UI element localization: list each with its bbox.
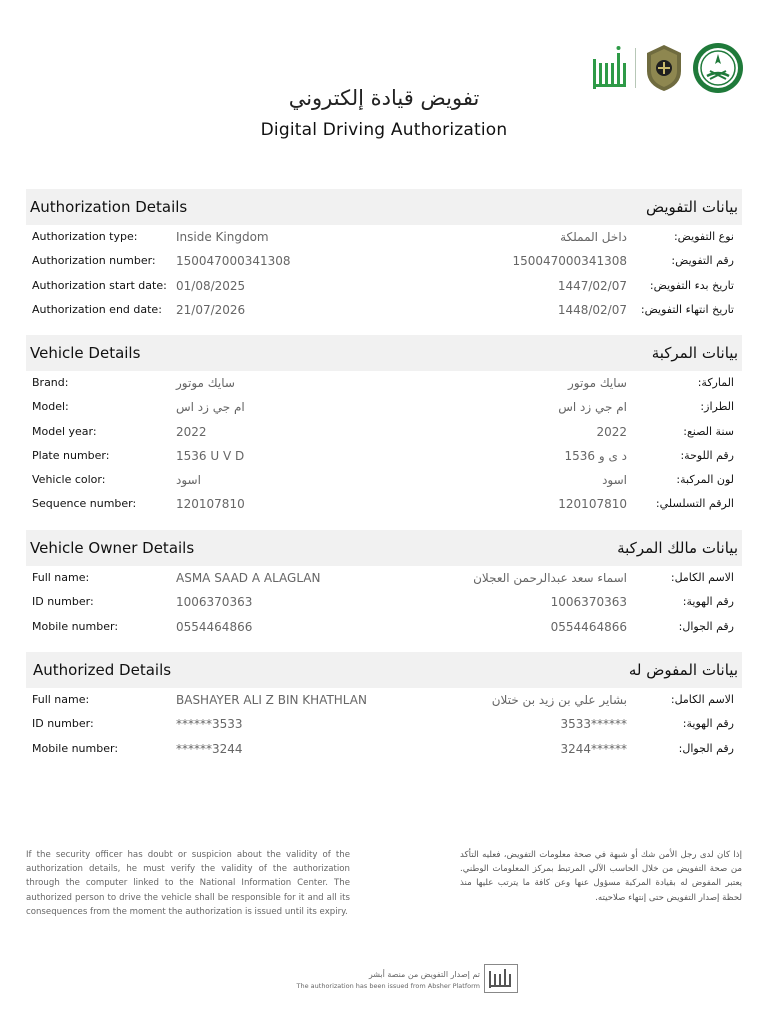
label-arabic: تاريخ انتهاء التفويض: — [640, 302, 734, 316]
value-english: 21/07/2026 — [176, 302, 246, 317]
label-english: ID number: — [32, 595, 94, 609]
section-title-en: Authorization Details — [30, 198, 188, 216]
detail-row — [26, 249, 742, 273]
label-arabic: رقم الهوية: — [682, 595, 734, 609]
label-english: Sequence number: — [32, 497, 137, 511]
label-arabic: سنة الصنع: — [683, 424, 734, 438]
detail-row — [26, 615, 742, 639]
value-arabic: سايك موتور — [568, 376, 627, 390]
value-english: اسود — [176, 473, 201, 488]
value-arabic: ******3533 — [560, 717, 627, 732]
detail-row — [26, 492, 742, 516]
label-english: Full name: — [32, 693, 90, 706]
title-arabic: تفويض قيادة إلكتروني — [288, 86, 480, 110]
detail-row — [26, 566, 742, 590]
section-title-en: Authorized Details — [33, 661, 172, 679]
section-rows — [26, 688, 742, 761]
value-english: ******3244 — [176, 741, 243, 756]
value-arabic: ام جي زد اس — [558, 400, 627, 415]
label-english: Model year: — [32, 424, 97, 438]
section-title-en: Vehicle Details — [30, 344, 141, 362]
label-arabic: تاريخ بدء التفويض: — [649, 278, 734, 292]
label-english: Authorization type: — [32, 230, 138, 243]
label-arabic: رقم الجوال: — [678, 619, 734, 633]
value-arabic: 1006370363 — [550, 595, 627, 610]
section-title-en: Vehicle Owner Details — [30, 539, 195, 557]
value-english: BASHAYER ALI Z BIN KHATHLAN — [176, 693, 367, 707]
label-english: Plate number: — [32, 448, 110, 462]
label-arabic: الاسم الكامل: — [670, 571, 734, 584]
value-arabic: اسماء سعد عبدالرحمن العجلان — [473, 571, 627, 585]
label-arabic: رقم اللوحة: — [680, 448, 734, 462]
label-arabic: نوع التفويض: — [673, 230, 734, 243]
section-rows — [26, 371, 742, 517]
label-english: Mobile number: — [32, 741, 119, 755]
value-arabic: داخل المملكة — [560, 230, 627, 244]
section-title-ar: بيانات مالك المركبة — [617, 539, 738, 557]
vehicle-owner-details-section — [26, 530, 742, 639]
label-english: Mobile number: — [32, 619, 119, 633]
section-title-ar: بيانات المفوض له — [628, 661, 738, 679]
value-english: 01/08/2025 — [176, 278, 246, 293]
section-rows — [26, 566, 742, 639]
value-arabic: 2022 — [596, 424, 627, 439]
security-note-english: If the security officer has doubt or suspicion about the validity of the authorization details, he must verify the validity of the authorization through the computer linked to the National Information Center. The authorized person to drive the vehicle shall be responsible for it and all its consequences from the moment the authorization is issued until its expiry. — [26, 850, 350, 917]
detail-row — [26, 298, 742, 322]
label-english: Authorization end date: — [32, 302, 162, 316]
label-english: Brand: — [32, 376, 69, 389]
value-english: ام جي زد اس — [176, 400, 245, 415]
detail-row — [26, 468, 742, 492]
detail-row — [26, 420, 742, 444]
label-english: Model: — [32, 400, 69, 414]
section-title-ar: بيانات التفويض — [645, 198, 738, 216]
section-header — [26, 189, 742, 225]
footer-text-en: The authorization has been issued from Absher Platform — [296, 982, 480, 990]
label-arabic: لون المركبة: — [676, 473, 734, 487]
value-english: ******3533 — [176, 717, 243, 732]
detail-row — [26, 371, 742, 395]
title-english: Digital Driving Authorization — [260, 120, 508, 140]
value-english: سايك موتور — [176, 376, 235, 390]
absher-small-logo-icon — [484, 964, 518, 993]
security-note-arabic: إذا كان لدى رجل الأمن شك أو شبهة في صحة معلومات التفويض، فعليه التأكد من صحة التفويض من خلال الحاسب الآلي المرتبط بمركز المعلومات الوطني. يعتبر المفوض له بقيادة المركبة مسؤول عنها وعن كافة ما يترتب عليها منذ لحظة إصدار التفويض حتى إنتهاء صلاحيته. — [460, 850, 742, 903]
section-header — [26, 335, 742, 371]
value-english: 120107810 — [176, 497, 245, 512]
footer-text-ar: تم إصدار التفويض من منصة أبشر — [368, 970, 480, 979]
section-rows — [26, 225, 742, 322]
value-english: 2022 — [176, 424, 207, 439]
footer — [288, 964, 520, 992]
label-arabic: الطراز: — [700, 400, 734, 414]
detail-row — [26, 395, 742, 419]
value-arabic: ******3244 — [560, 741, 627, 756]
label-english: ID number: — [32, 717, 94, 731]
authorized-details-section — [26, 652, 742, 761]
label-arabic: الماركة: — [697, 376, 734, 389]
detail-row — [26, 444, 742, 468]
value-arabic: 1448/02/07 — [557, 302, 627, 317]
label-arabic: رقم التفويض: — [671, 254, 734, 268]
label-arabic: الرقم التسلسلي: — [655, 497, 734, 511]
value-arabic: 120107810 — [558, 497, 627, 512]
section-header — [26, 530, 742, 566]
value-arabic: بشاير علي بن زيد بن ختلان — [491, 693, 627, 707]
detail-row — [26, 712, 742, 736]
label-english: Vehicle color: — [32, 473, 106, 487]
value-english: 1536 U V D — [176, 448, 245, 463]
section-title-ar: بيانات المركبة — [651, 344, 738, 362]
label-english: Full name: — [32, 571, 90, 584]
value-arabic: د ى و 1536 — [564, 448, 627, 463]
value-english: ASMA SAAD A ALAGLAN — [176, 571, 321, 585]
detail-row — [26, 225, 742, 249]
value-arabic: اسود — [602, 473, 627, 488]
authorization-details-section — [26, 189, 742, 322]
value-arabic: 150047000341308 — [512, 254, 627, 269]
detail-row — [26, 688, 742, 712]
value-english: 0554464866 — [176, 619, 253, 634]
logo-divider — [635, 48, 636, 88]
vehicle-details-section — [26, 335, 742, 517]
value-arabic: 1447/02/07 — [557, 278, 627, 293]
detail-row — [26, 274, 742, 298]
label-english: Authorization number: — [32, 254, 156, 268]
label-arabic: رقم الجوال: — [678, 741, 734, 755]
label-arabic: رقم الهوية: — [682, 717, 734, 731]
label-arabic: الاسم الكامل: — [670, 693, 734, 706]
value-arabic: 0554464866 — [550, 619, 627, 634]
section-header — [26, 652, 742, 688]
detail-row — [26, 590, 742, 614]
detail-row — [26, 737, 742, 761]
value-english: 150047000341308 — [176, 254, 291, 269]
value-english: Inside Kingdom — [176, 230, 269, 244]
value-english: 1006370363 — [176, 595, 253, 610]
label-english: Authorization start date: — [32, 278, 167, 292]
